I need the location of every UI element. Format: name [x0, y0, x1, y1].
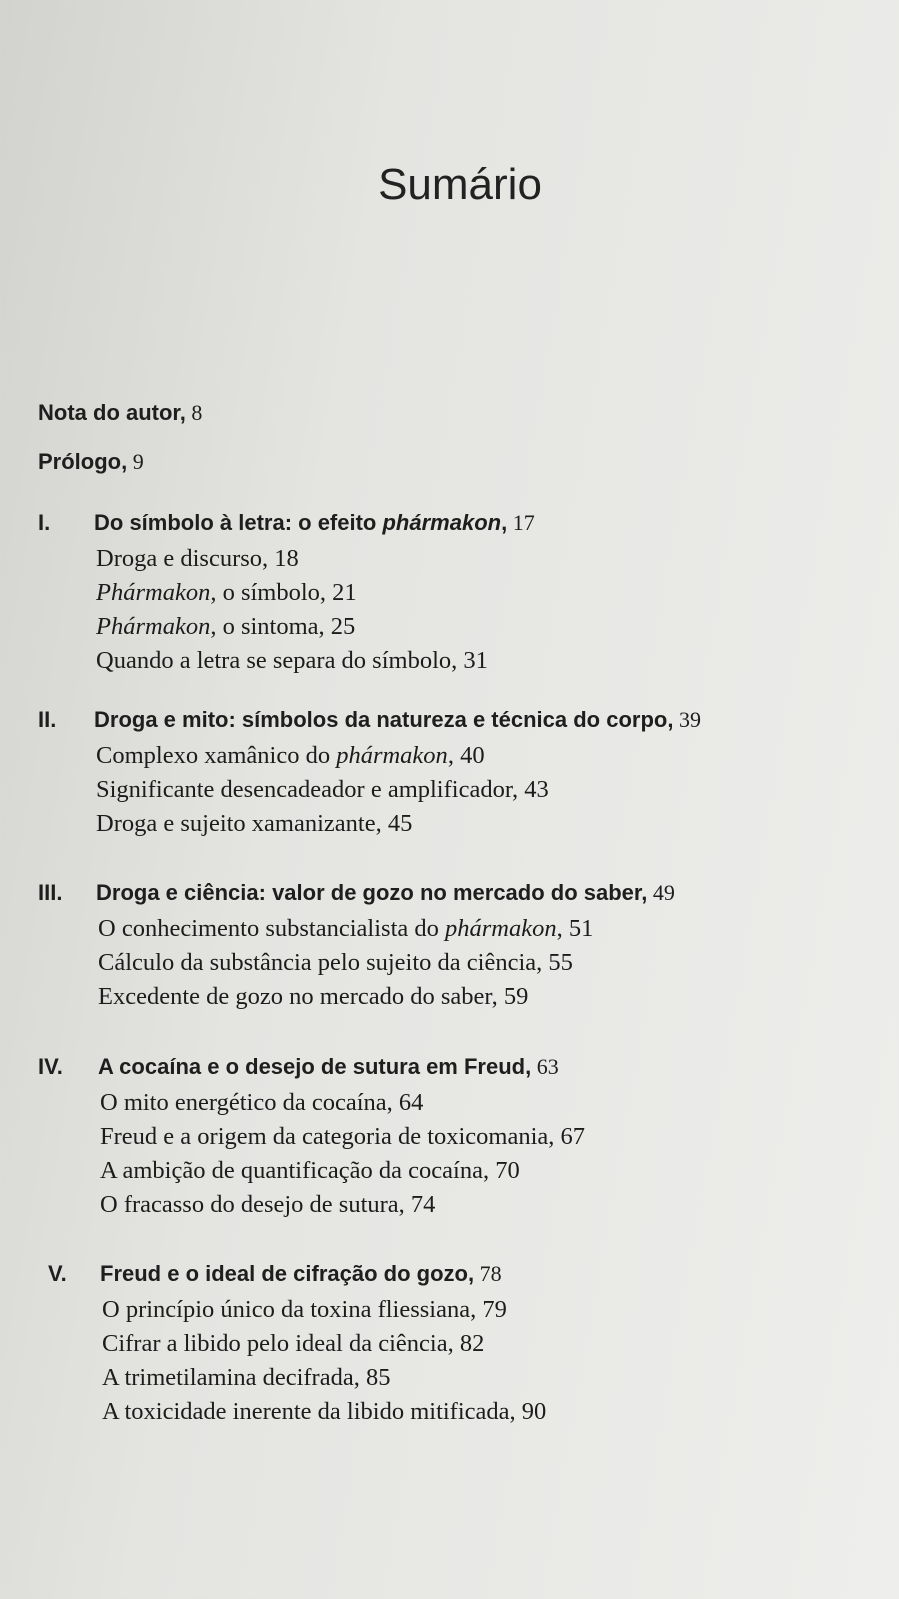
chapter-entry: [38, 1054, 899, 1222]
chapter-heading: [38, 1054, 899, 1086]
chapter-entry: [38, 1261, 899, 1429]
section-item: Cifrar a libido pelo ideal da ciência, 82: [102, 1330, 485, 1357]
section-item: A ambição de quantificação da cocaína, 70: [100, 1157, 520, 1184]
chapter-entry: [38, 707, 899, 841]
section-item: Phármakon, o símbolo, 21: [96, 579, 357, 606]
chapter-number: I.: [38, 510, 51, 535]
page-title: Sumário: [378, 160, 542, 209]
section-item: Quando a letra se separa do símbolo, 31: [96, 647, 488, 674]
chapter-page: 17: [512, 510, 535, 535]
section-item: O conhecimento substancialista do phármakon, 51: [98, 915, 594, 942]
chapter-number: II.: [38, 707, 57, 732]
section-item: O princípio único da toxina fliessiana, 79: [102, 1296, 507, 1323]
chapter-entry: [38, 880, 899, 1014]
section-item: A trimetilamina decifrada, 85: [102, 1364, 391, 1391]
chapter-title: Freud e o ideal de cifração do gozo, 78: [100, 1261, 502, 1286]
section-item: Phármakon, o sintoma, 25: [96, 613, 356, 640]
section-item: A toxicidade inerente da libido mitificada, 90: [102, 1398, 547, 1425]
chapter-title: Do símbolo à letra: o efeito phármakon, 17: [94, 510, 535, 535]
entry-page: 9: [132, 449, 144, 474]
chapter-title: Droga e mito: símbolos da natureza e técnica do corpo, 39: [94, 707, 701, 732]
chapter-number: III.: [38, 880, 63, 905]
section-item: Cálculo da substância pelo sujeito da ciência, 55: [98, 949, 573, 976]
section-item: O mito energético da cocaína, 64: [100, 1089, 424, 1116]
chapter-page: 39: [678, 707, 701, 732]
section-list: [100, 1086, 899, 1222]
chapter-number: IV.: [38, 1054, 63, 1079]
entry-label: Prólogo,: [38, 449, 128, 474]
chapter-page: 63: [536, 1054, 559, 1079]
front-matter-entry: [38, 449, 144, 475]
chapter-heading: [38, 707, 899, 739]
section-item: Freud e a origem da categoria de toxicomania, 67: [100, 1123, 586, 1150]
chapter-title: Droga e ciência: valor de gozo no mercado do saber, 49: [96, 880, 675, 905]
chapter-heading: [38, 1261, 899, 1293]
section-item: Droga e discurso, 18: [96, 545, 299, 572]
chapter-title: A cocaína e o desejo de sutura em Freud, 63: [98, 1054, 559, 1079]
chapter-entry: [38, 510, 899, 678]
section-item: Complexo xamânico do phármakon, 40: [96, 742, 485, 769]
section-item: Droga e sujeito xamanizante, 45: [96, 810, 413, 837]
section-item: Significante desencadeador e amplificador, 43: [96, 776, 549, 803]
front-matter-entry: [38, 400, 202, 426]
chapter-page: 78: [479, 1261, 502, 1286]
entry-page: 8: [191, 400, 203, 425]
entry-label: Nota do autor,: [38, 400, 186, 425]
chapter-page: 49: [652, 880, 675, 905]
section-item: O fracasso do desejo de sutura, 74: [100, 1191, 436, 1218]
chapter-heading: [38, 510, 899, 542]
section-list: [98, 912, 899, 1014]
section-list: [96, 542, 899, 678]
section-list: [96, 739, 899, 841]
section-item: Excedente de gozo no mercado do saber, 59: [98, 983, 529, 1010]
section-list: [102, 1293, 899, 1429]
chapter-number: V.: [48, 1261, 67, 1286]
chapter-heading: [38, 880, 899, 912]
